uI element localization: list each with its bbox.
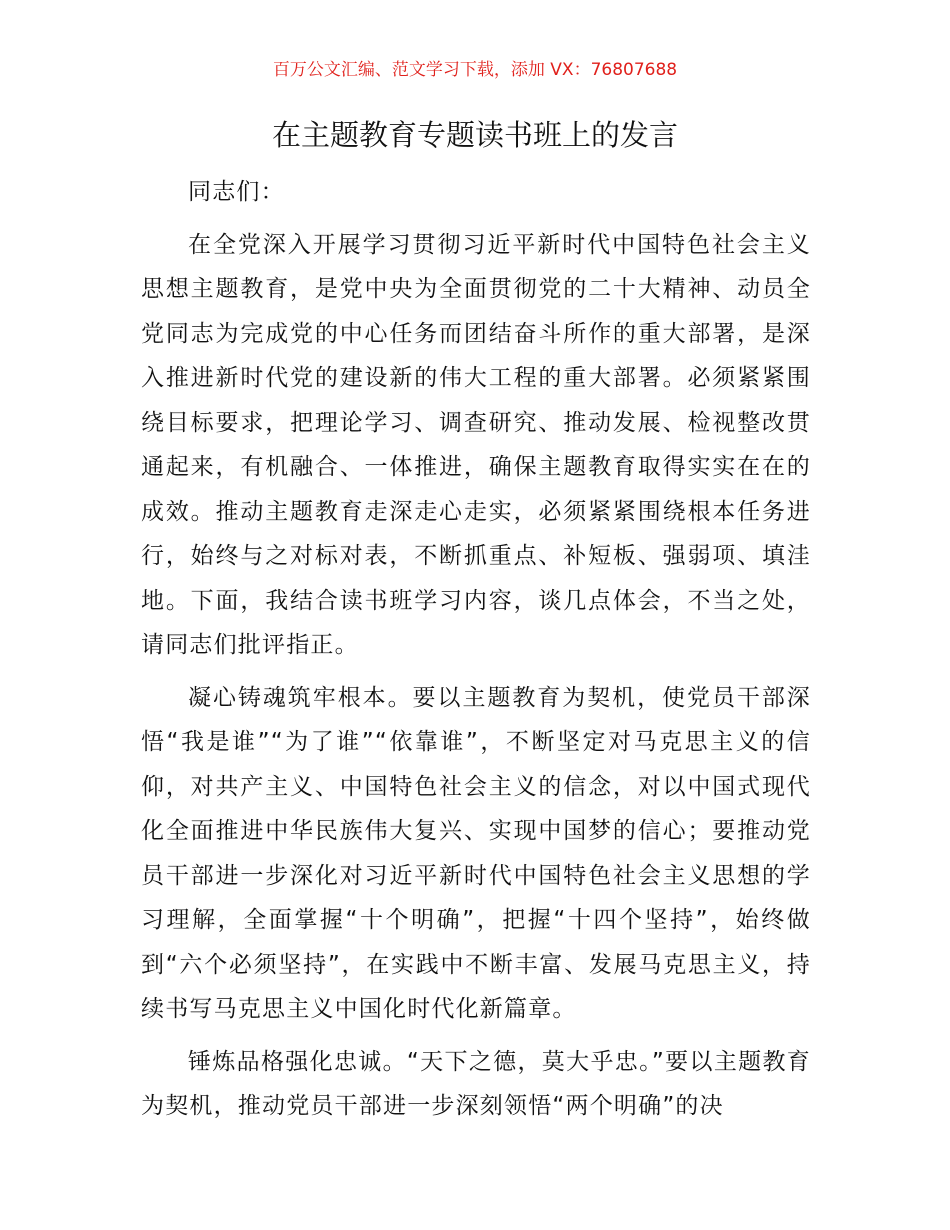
paragraph-temper-character: 锤炼品格强化忠诚。“天下之德，莫大乎忠。”要以主题教育为契机，推动党员干部进一步深刻领悟“两个明确”的决 xyxy=(141,1048,811,1119)
paragraph-condense-soul: 凝心铸魂筑牢根本。要以主题教育为契机，使党员干部深悟“我是谁”“为了谁”“依靠谁”，不断坚定对马克思主义的信仰，对共产主义、中国特色社会主义的信念，对以中国式现代化全面推进中华民族伟大复兴、实现中国梦的信心；要推动党员干部进一步深化对习近平新时代中国特色社会主义思想的学习理解，全面掌握“十个明确”，把握“十四个坚持”，始终做到“六个必须坚持”，在实践中不断丰富、发展马克思主义，持续书写马克思主义中国化时代化新篇章。 xyxy=(141,684,811,1022)
paragraph-intro: 在全党深入开展学习贯彻习近平新时代中国特色社会主义思想主题教育，是党中央为全面贯彻党的二十大精神、动员全党同志为完成党的中心任务而团结奋斗所作的重大部署，是深入推进新时代党的建设新的伟大工程的重大部署。必须紧紧围绕目标要求，把理论学习、调查研究、推动发展、检视整改贯通起来，有机融合、一体推进，确保主题教育取得实实在在的成效。推动主题教育走深走心走实，必须紧紧围绕根本任务进行，始终与之对标对表，不断抓重点、补短板、强弱项、填洼地。下面，我结合读书班学习内容，谈几点体会，不当之处，请同志们批评指正。 xyxy=(141,231,811,658)
header-banner: 百万公文汇编、范文学习下载，添加 VX：76807688 xyxy=(272,60,678,80)
document-body xyxy=(141,170,811,1137)
document-title: 在主题教育专题读书班上的发言 xyxy=(271,118,678,152)
salutation: 同志们： xyxy=(188,179,285,205)
